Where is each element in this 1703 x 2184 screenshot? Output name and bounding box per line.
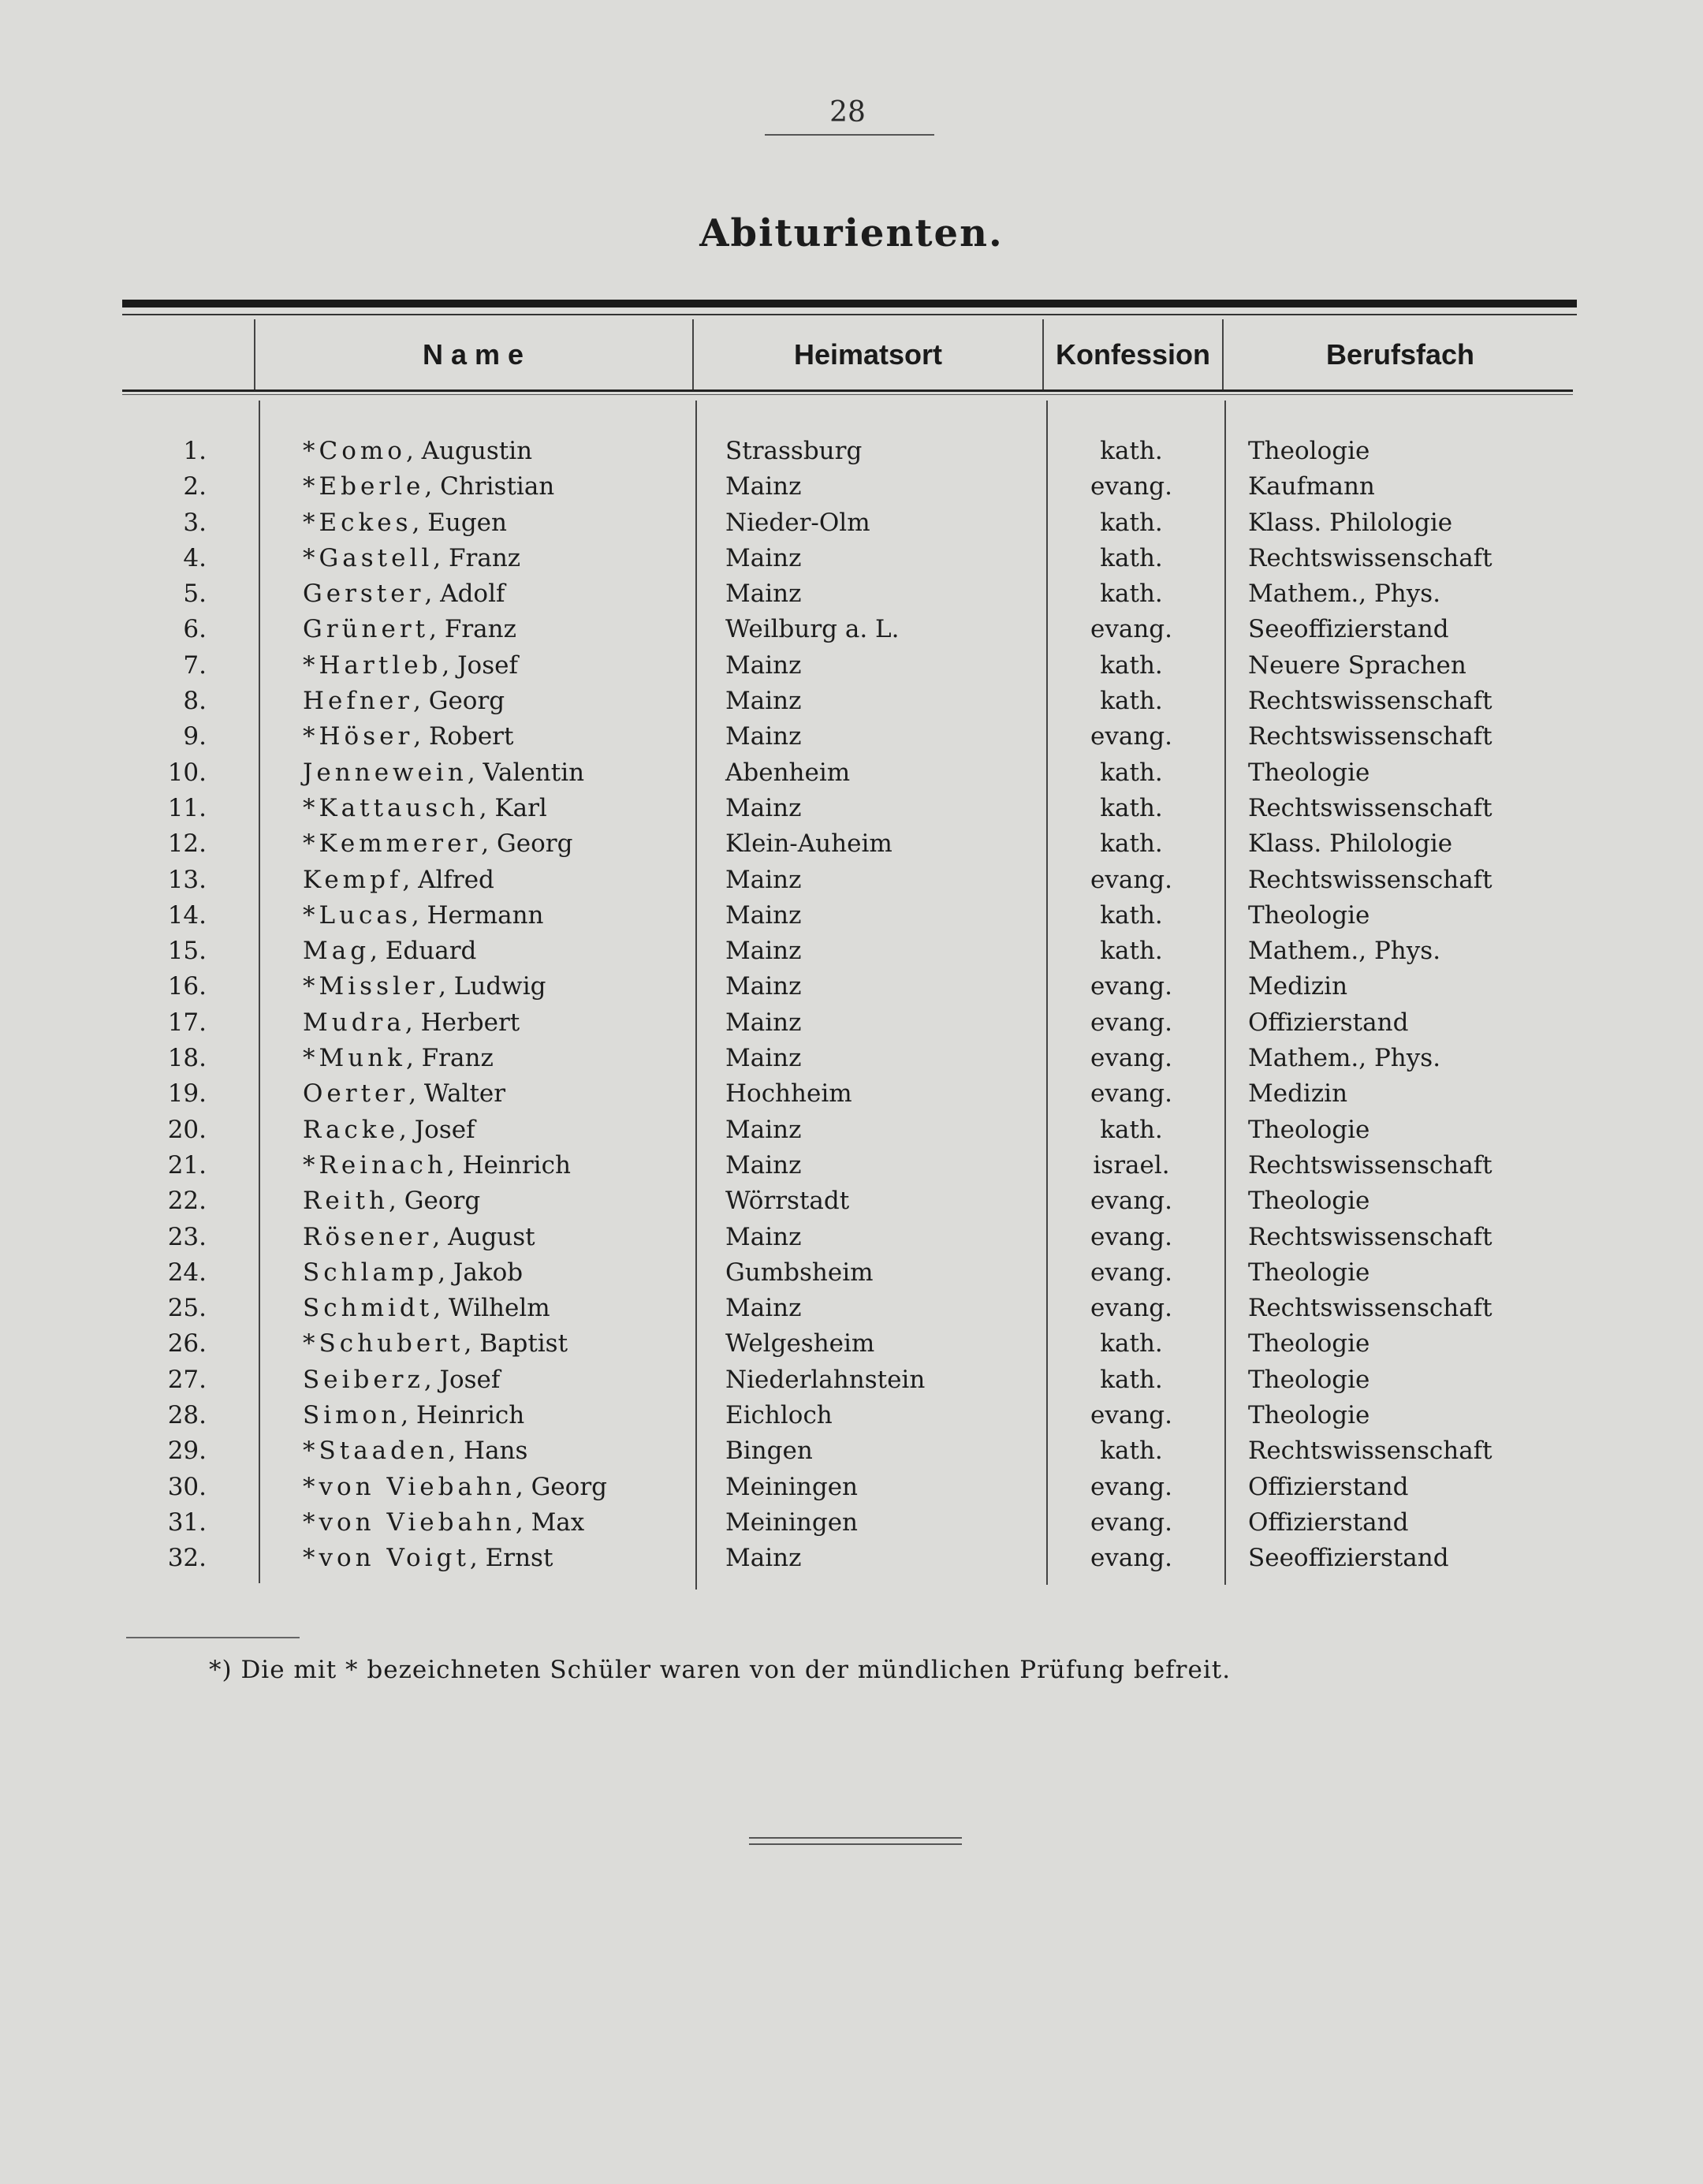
row-number: 14.: [167, 900, 207, 930]
first-name: , Franz: [429, 615, 516, 644]
table-row: [0, 1362, 1703, 1398]
konfession: evang.: [1090, 472, 1172, 501]
konfession: kath.: [1100, 937, 1163, 966]
berufsfach: Offizierstand: [1248, 1472, 1409, 1501]
first-name: , Walter: [408, 1079, 506, 1109]
last-name: *von Voigt: [303, 1544, 470, 1573]
konfession: evang.: [1090, 1079, 1172, 1109]
last-name: *Eckes: [303, 508, 412, 537]
konfession: kath.: [1100, 1115, 1163, 1144]
last-name: *Como: [303, 437, 406, 465]
table-row: [0, 826, 1703, 862]
berufsfach: Rechtswissenschaft: [1248, 793, 1492, 822]
last-name: *Schubert: [303, 1329, 464, 1358]
berufsfach: Rechtswissenschaft: [1248, 1294, 1492, 1323]
konfession: evang.: [1090, 865, 1172, 894]
heimatsort: Mainz: [725, 687, 802, 716]
row-number: 26.: [167, 1329, 207, 1358]
last-name: Rösener: [303, 1222, 433, 1251]
last-name: *Lucas: [303, 900, 412, 930]
row-number: 22.: [167, 1187, 207, 1216]
table-row: [0, 541, 1703, 576]
last-name: Schmidt: [303, 1294, 434, 1323]
last-name: Racke: [303, 1115, 400, 1144]
table-row: [0, 1255, 1703, 1291]
table-top-rule-thin: [122, 314, 1577, 315]
row-number: 31.: [167, 1508, 207, 1537]
student-name: [303, 1398, 524, 1433]
table-top-rule: [122, 300, 1577, 307]
konfession: kath.: [1100, 1437, 1163, 1466]
row-number: 27.: [167, 1365, 207, 1394]
first-name: , Eduard: [370, 937, 477, 966]
berufsfach: Neuere Sprachen: [1248, 650, 1466, 680]
heimatsort: Mainz: [725, 937, 802, 966]
student-name: [303, 719, 513, 755]
student-name: [303, 612, 516, 647]
berufsfach: Offizierstand: [1248, 1008, 1409, 1037]
heimatsort: Mainz: [725, 650, 802, 680]
heimatsort: Mainz: [725, 722, 802, 751]
heimatsort: Mainz: [725, 1150, 802, 1180]
berufsfach: Theologie: [1248, 1365, 1370, 1394]
last-name: Schlamp: [303, 1258, 438, 1287]
table-row: [0, 469, 1703, 505]
last-name: Seiberz: [303, 1365, 424, 1394]
header-berufsfach: Berufsfach: [1325, 338, 1475, 371]
student-name: [303, 1433, 527, 1469]
berufsfach: Rechtswissenschaft: [1248, 543, 1492, 572]
student-name: [303, 1541, 553, 1576]
first-name: , Josef: [423, 1365, 501, 1394]
student-name: [303, 505, 507, 541]
row-number: 3.: [183, 508, 207, 537]
table-row: [0, 434, 1703, 469]
table-row: [0, 1505, 1703, 1541]
konfession: kath.: [1100, 1365, 1163, 1394]
table-row: [0, 1148, 1703, 1183]
first-name: , Franz: [433, 543, 521, 572]
header-name: N a m e: [422, 338, 524, 371]
table-row: [0, 934, 1703, 969]
berufsfach: Mathem., Phys.: [1248, 580, 1441, 609]
heimatsort: Mainz: [725, 472, 802, 501]
student-name: [303, 1291, 550, 1326]
last-name: *Hartleb: [303, 650, 442, 680]
student-name: [303, 1255, 523, 1291]
heimatsort: Wörrstadt: [725, 1187, 850, 1216]
last-name: *Gastell: [303, 543, 434, 572]
row-number: 25.: [167, 1294, 207, 1323]
konfession: kath.: [1100, 437, 1163, 465]
last-name: Hefner: [303, 687, 413, 716]
first-name: , Josef: [399, 1115, 475, 1144]
row-number: 30.: [167, 1472, 207, 1501]
student-name: [303, 863, 494, 898]
table-row: [0, 791, 1703, 826]
last-name: Oerter: [303, 1079, 409, 1109]
heimatsort: Mainz: [725, 1294, 802, 1323]
table-row: [0, 1112, 1703, 1148]
heimatsort: Strassburg: [725, 437, 863, 465]
konfession: evang.: [1090, 1044, 1172, 1073]
student-name: [303, 648, 518, 684]
berufsfach: Theologie: [1248, 1258, 1370, 1287]
first-name: , Georg: [412, 687, 505, 716]
first-name: , Jakob: [438, 1258, 524, 1287]
konfession: kath.: [1100, 900, 1163, 930]
berufsfach: Offizierstand: [1248, 1508, 1409, 1537]
berufsfach: Rechtswissenschaft: [1248, 1437, 1492, 1466]
first-name: , Valentin: [467, 758, 585, 787]
student-name: [303, 469, 554, 505]
row-number: 6.: [183, 615, 207, 644]
student-name: [303, 576, 505, 612]
first-name: , August: [432, 1222, 535, 1251]
last-name: *Reinach: [303, 1150, 447, 1180]
first-name: , Georg: [481, 829, 573, 859]
konfession: kath.: [1100, 508, 1163, 537]
heimatsort: Meiningen: [725, 1508, 859, 1537]
table-row: [0, 576, 1703, 612]
row-number: 15.: [167, 937, 207, 966]
berufsfach: Mathem., Phys.: [1248, 1044, 1441, 1073]
footnote-rule: [126, 1637, 300, 1638]
row-number: 1.: [183, 437, 207, 465]
first-name: , Ludwig: [438, 972, 546, 1001]
row-number: 5.: [183, 580, 207, 609]
header-konfession: Konfession: [1055, 338, 1210, 371]
berufsfach: Theologie: [1248, 437, 1370, 465]
header-heimatsort: Heimatsort: [793, 338, 943, 371]
first-name: , Ernst: [469, 1544, 553, 1573]
table-row: [0, 1433, 1703, 1469]
student-name: [303, 969, 546, 1004]
heimatsort: Weilburg a. L.: [725, 615, 900, 644]
heimatsort: Mainz: [725, 1222, 802, 1251]
row-number: 10.: [167, 758, 207, 787]
konfession: evang.: [1090, 972, 1172, 1001]
konfession: evang.: [1090, 615, 1172, 644]
last-name: Jennewein: [303, 758, 468, 787]
berufsfach: Seeoffizierstand: [1248, 615, 1449, 644]
konfession: evang.: [1090, 1222, 1172, 1251]
konfession: kath.: [1100, 543, 1163, 572]
last-name: *Kemmerer: [303, 829, 482, 859]
berufsfach: Theologie: [1248, 758, 1370, 787]
row-number: 16.: [167, 972, 207, 1001]
konfession: evang.: [1090, 1472, 1172, 1501]
table-row: [0, 1326, 1703, 1362]
berufsfach: Theologie: [1248, 1115, 1370, 1144]
last-name: *von Viebahn: [303, 1508, 516, 1537]
heimatsort: Mainz: [725, 972, 802, 1001]
table-row: [0, 755, 1703, 791]
first-name: , Augustin: [405, 437, 533, 465]
konfession: evang.: [1090, 1187, 1172, 1216]
first-name: , Hans: [448, 1437, 528, 1466]
row-number: 19.: [167, 1079, 207, 1109]
heimatsort: Eichloch: [725, 1401, 833, 1430]
first-name: , Georg: [515, 1472, 608, 1501]
first-name: , Wilhelm: [433, 1294, 550, 1323]
student-name: [303, 755, 584, 791]
student-name: [303, 1362, 500, 1398]
first-name: , Christian: [424, 472, 555, 501]
end-rule: [749, 1843, 962, 1845]
last-name: *Eberle: [303, 472, 425, 501]
row-number: 7.: [183, 650, 207, 680]
student-name: [303, 1112, 475, 1148]
row-number: 13.: [167, 865, 207, 894]
first-name: , Josef: [442, 650, 518, 680]
student-name: [303, 1076, 505, 1112]
row-number: 9.: [183, 722, 207, 751]
student-name: [303, 934, 476, 969]
berufsfach: Seeoffizierstand: [1248, 1544, 1449, 1573]
table-body: [0, 434, 1703, 1577]
student-name: [303, 1148, 571, 1183]
last-name: *Missler: [303, 972, 439, 1001]
row-number: 8.: [183, 687, 207, 716]
last-name: Kempf: [303, 865, 403, 894]
heimatsort: Gumbsheim: [725, 1258, 874, 1287]
heimatsort: Mainz: [725, 1008, 802, 1037]
last-name: Mag: [303, 937, 371, 966]
first-name: , Georg: [389, 1187, 481, 1216]
header-bottom-rule-thin: [122, 394, 1573, 395]
row-number: 24.: [167, 1258, 207, 1287]
konfession: evang.: [1090, 1508, 1172, 1537]
heimatsort: Mainz: [725, 543, 802, 572]
table-row: [0, 1183, 1703, 1219]
student-name: [303, 684, 505, 719]
berufsfach: Theologie: [1248, 1329, 1370, 1358]
footnote: *) Die mit * bezeichneten Schüler waren von der mündlichen Prüfung befreit.: [209, 1656, 1232, 1684]
first-name: , Hermann: [411, 900, 544, 930]
berufsfach: Rechtswissenschaft: [1248, 1150, 1492, 1180]
first-name: , Max: [515, 1508, 585, 1537]
berufsfach: Klass. Philologie: [1248, 829, 1453, 859]
berufsfach: Theologie: [1248, 1401, 1370, 1430]
last-name: Reith: [303, 1187, 389, 1216]
heimatsort: Mainz: [725, 900, 802, 930]
konfession: kath.: [1100, 687, 1163, 716]
row-number: 2.: [183, 472, 207, 501]
table-row: [0, 719, 1703, 755]
heimatsort: Hochheim: [725, 1079, 852, 1109]
first-name: , Heinrich: [401, 1401, 525, 1430]
konfession: kath.: [1100, 650, 1163, 680]
header-bottom-rule: [122, 389, 1573, 392]
table-row: [0, 969, 1703, 1004]
last-name: *Munk: [303, 1044, 406, 1073]
first-name: , Adolf: [424, 580, 505, 609]
row-number: 18.: [167, 1044, 207, 1073]
konfession: kath.: [1100, 1329, 1163, 1358]
heimatsort: Meiningen: [725, 1472, 859, 1501]
first-name: , Herbert: [404, 1008, 520, 1037]
student-name: [303, 1505, 584, 1541]
first-name: , Robert: [413, 722, 514, 751]
page-title: Abiturienten.: [699, 211, 1004, 255]
konfession: evang.: [1090, 1544, 1172, 1573]
berufsfach: Klass. Philologie: [1248, 508, 1453, 537]
student-name: [303, 541, 520, 576]
row-number: 11.: [167, 793, 207, 822]
row-number: 12.: [167, 829, 207, 859]
first-name: , Baptist: [464, 1329, 568, 1358]
student-name: [303, 791, 547, 826]
first-name: , Alfred: [402, 865, 494, 894]
konfession: kath.: [1100, 580, 1163, 609]
berufsfach: Rechtswissenschaft: [1248, 687, 1492, 716]
berufsfach: Theologie: [1248, 1187, 1370, 1216]
row-number: 28.: [167, 1401, 207, 1430]
student-name: [303, 1041, 494, 1076]
heimatsort: Abenheim: [725, 758, 851, 787]
heimatsort: Klein-Auheim: [725, 829, 892, 859]
row-number: 23.: [167, 1222, 207, 1251]
first-name: , Eugen: [412, 508, 507, 537]
row-number: 20.: [167, 1115, 207, 1144]
first-name: , Heinrich: [446, 1150, 571, 1180]
last-name: Mudra: [303, 1008, 405, 1037]
konfession: kath.: [1100, 793, 1163, 822]
table-row: [0, 648, 1703, 684]
table-row: [0, 1076, 1703, 1112]
table-row: [0, 1470, 1703, 1505]
konfession: evang.: [1090, 1008, 1172, 1037]
student-name: [303, 826, 572, 862]
berufsfach: Mathem., Phys.: [1248, 937, 1441, 966]
konfession: evang.: [1090, 1258, 1172, 1287]
student-name: [303, 1220, 535, 1255]
table-row: [0, 1541, 1703, 1576]
first-name: , Franz: [405, 1044, 494, 1073]
student-name: [303, 434, 532, 469]
heimatsort: Mainz: [725, 1544, 802, 1573]
table-row: [0, 684, 1703, 719]
last-name: *Staaden: [303, 1437, 449, 1466]
last-name: *von Viebahn: [303, 1472, 516, 1501]
student-name: [303, 1005, 520, 1041]
konfession: kath.: [1100, 758, 1163, 787]
table-row: [0, 1220, 1703, 1255]
student-name: [303, 1183, 480, 1219]
konfession: evang.: [1090, 1401, 1172, 1430]
heimatsort: Nieder-Olm: [725, 508, 870, 537]
berufsfach: Theologie: [1248, 900, 1370, 930]
heimatsort: Welgesheim: [725, 1329, 875, 1358]
table-row: [0, 505, 1703, 541]
row-number: 21.: [167, 1150, 207, 1180]
berufsfach: Rechtswissenschaft: [1248, 722, 1492, 751]
berufsfach: Rechtswissenschaft: [1248, 865, 1492, 894]
table-row: [0, 1005, 1703, 1041]
last-name: Gerster: [303, 580, 425, 609]
table-row: [0, 898, 1703, 934]
row-number: 4.: [183, 543, 207, 572]
row-number: 32.: [167, 1544, 207, 1573]
table-row: [0, 1398, 1703, 1433]
last-name: *Kattausch: [303, 793, 479, 822]
table-row: [0, 863, 1703, 898]
berufsfach: Medizin: [1248, 1079, 1348, 1109]
heimatsort: Bingen: [725, 1437, 813, 1466]
student-name: [303, 898, 544, 934]
heimatsort: Mainz: [725, 865, 802, 894]
table-row: [0, 1041, 1703, 1076]
konfession: israel.: [1093, 1150, 1170, 1180]
last-name: Simon: [303, 1401, 401, 1430]
heimatsort: Mainz: [725, 580, 802, 609]
konfession: evang.: [1090, 1294, 1172, 1323]
last-name: *Höser: [303, 722, 414, 751]
row-number: 17.: [167, 1008, 207, 1037]
konfession: kath.: [1100, 829, 1163, 859]
student-name: [303, 1470, 607, 1505]
first-name: , Karl: [479, 793, 547, 822]
table-row: [0, 1291, 1703, 1326]
konfession: evang.: [1090, 722, 1172, 751]
heimatsort: Mainz: [725, 1044, 802, 1073]
page-number: 28: [829, 96, 866, 129]
row-number: 29.: [167, 1437, 207, 1466]
berufsfach: Kaufmann: [1248, 472, 1375, 501]
heimatsort: Mainz: [725, 1115, 802, 1144]
page-number-rule: [765, 134, 934, 136]
berufsfach: Medizin: [1248, 972, 1348, 1001]
end-rule: [749, 1837, 962, 1839]
heimatsort: Niederlahnstein: [725, 1365, 926, 1394]
berufsfach: Rechtswissenschaft: [1248, 1222, 1492, 1251]
heimatsort: Mainz: [725, 793, 802, 822]
last-name: Grünert: [303, 615, 430, 644]
table-row: [0, 612, 1703, 647]
student-name: [303, 1326, 568, 1362]
